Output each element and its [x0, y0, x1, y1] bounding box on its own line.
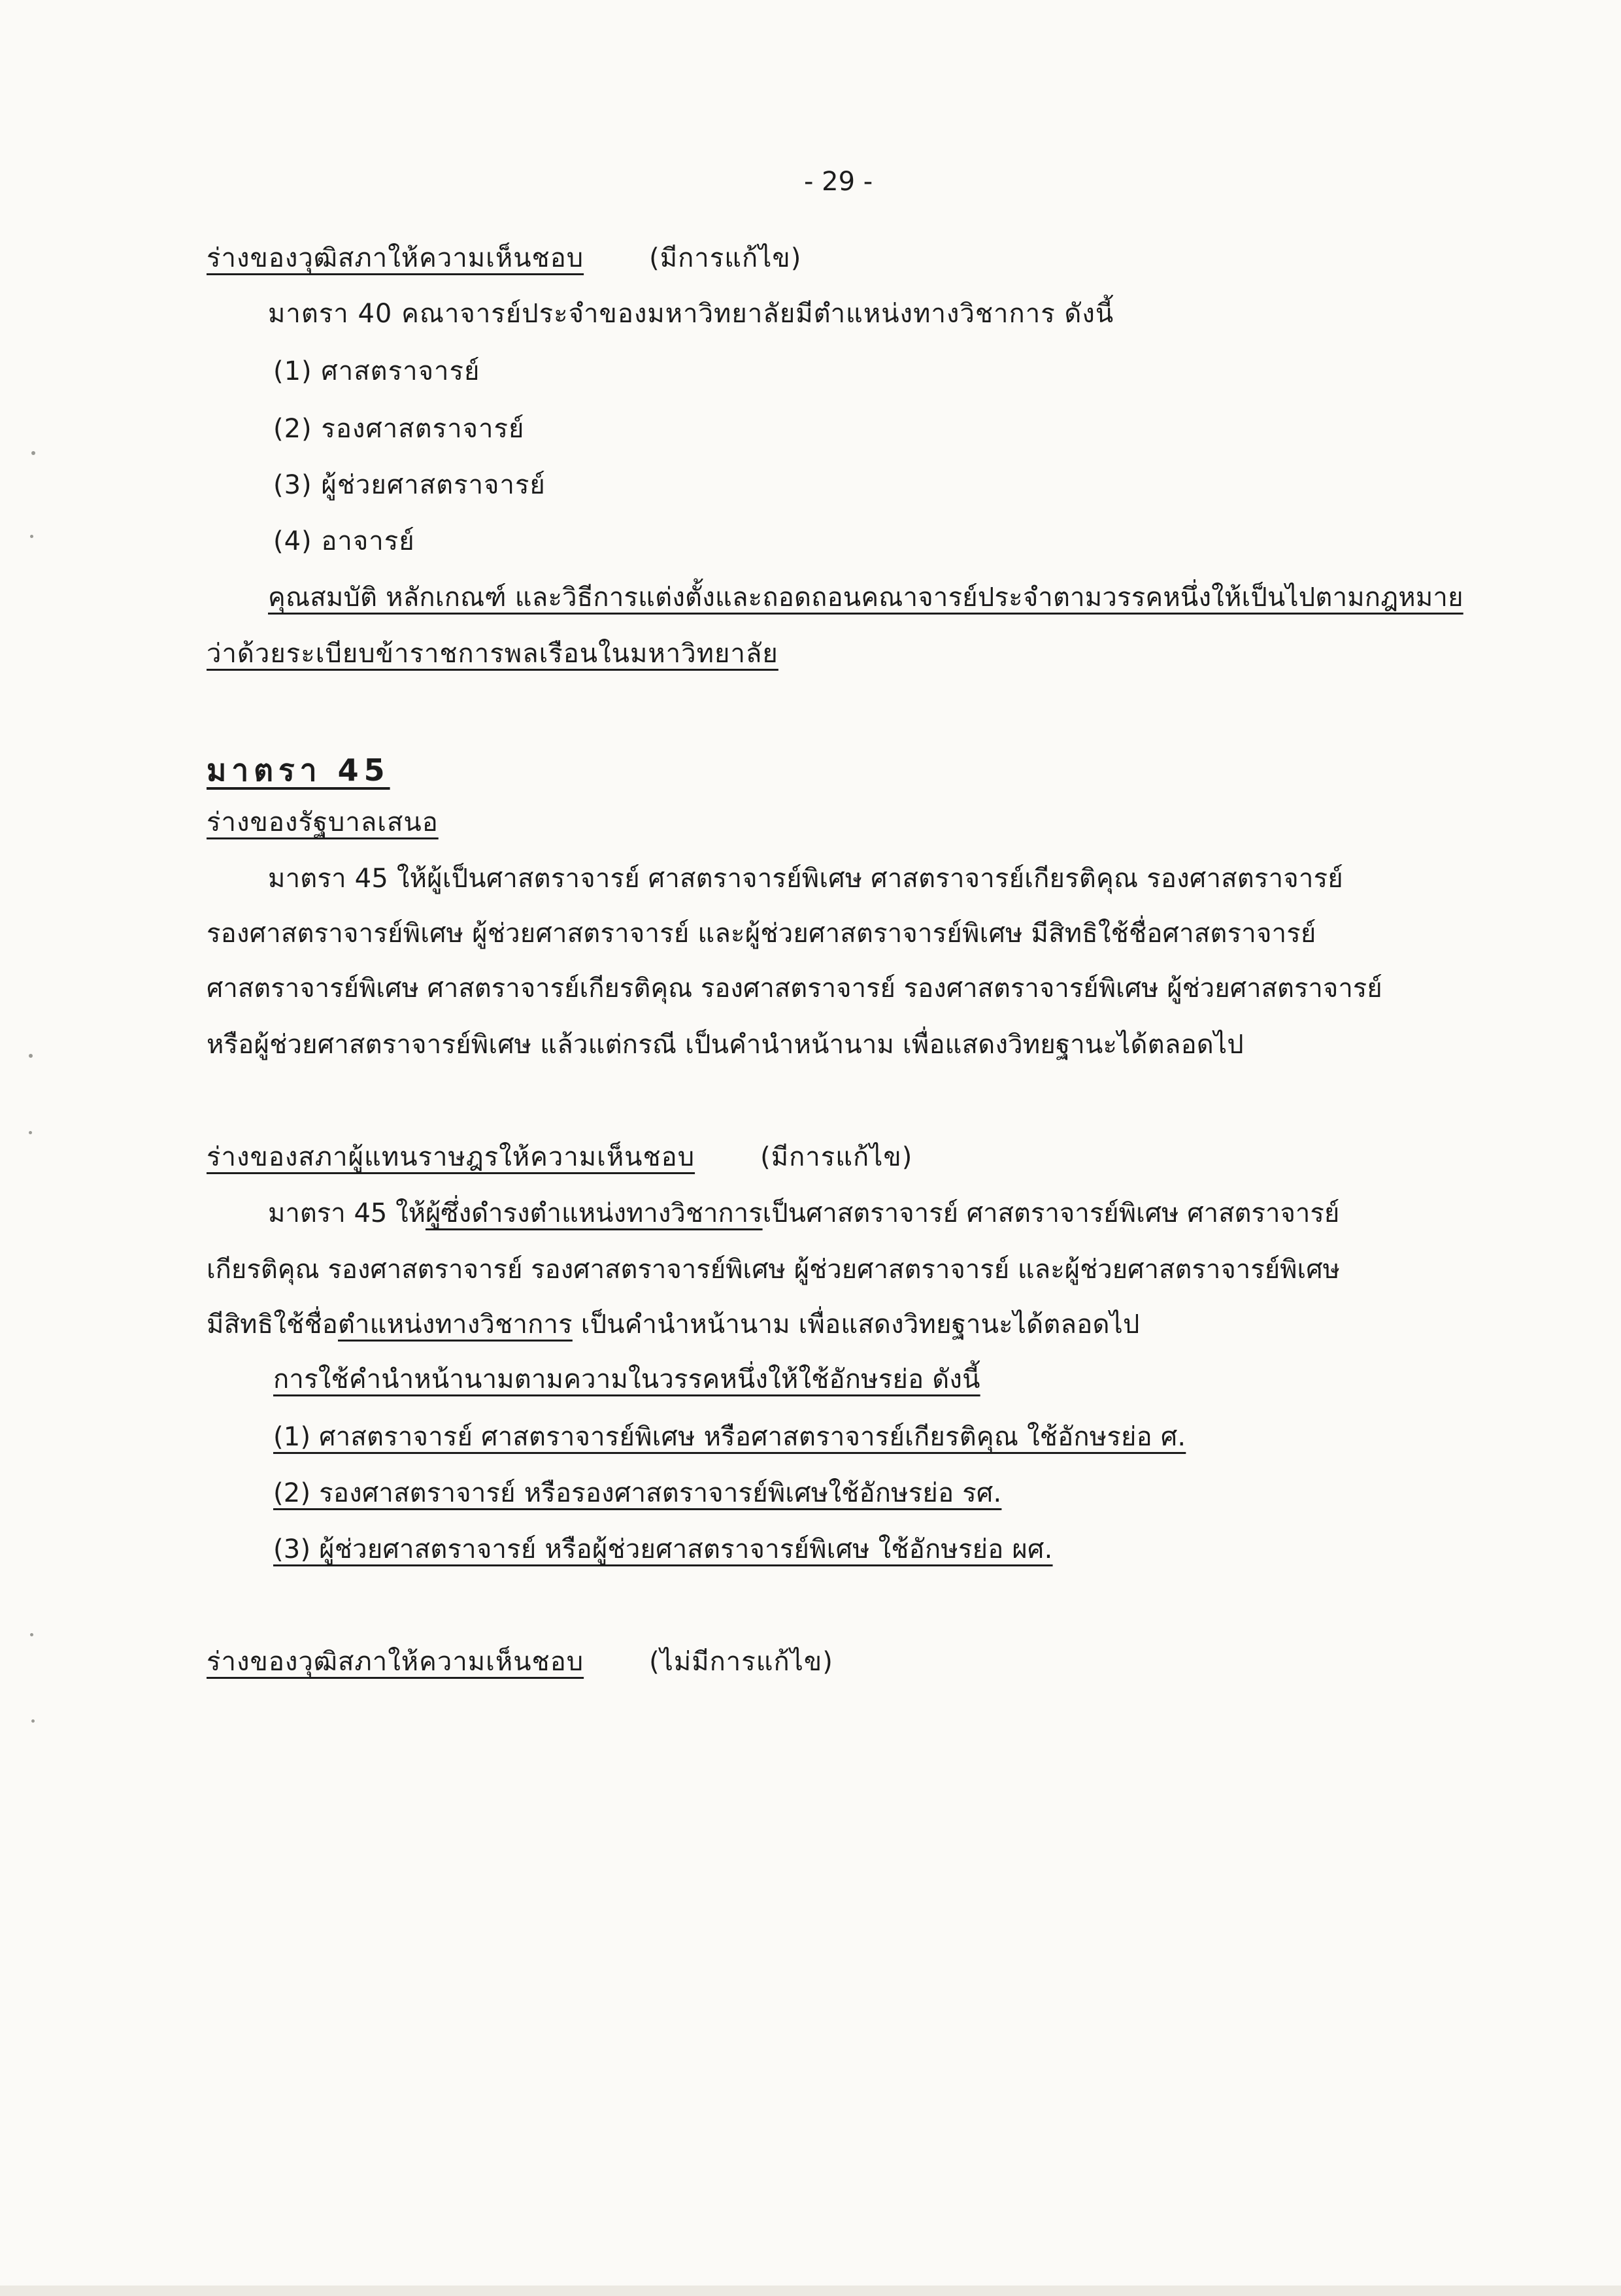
section-40-text: มาตรา 40 คณาจารย์ประจำของมหาวิทยาลัยมีตำแหน่งทางวิชาการ ดังนี้ [268, 299, 1114, 329]
paragraph-line: เกียรติคุณ รองศาสตราจารย์ รองศาสตราจารย์พิเศษ ผู้ช่วยศาสตราจารย์ และผู้ช่วยศาสตราจารย์พิเศษ [207, 1255, 1340, 1285]
section-heading: มาตรา 45 [207, 752, 390, 788]
scan-speck [31, 451, 35, 455]
scan-speck [30, 535, 33, 538]
text: มีสิทธิใช้ชื่อ [207, 1309, 339, 1340]
list-item: (1) ศาสตราจารย์ ศาสตราจารย์พิเศษ หรือศาสตราจารย์เกียรติคุณ ใช้อักษรย่อ ศ. [273, 1422, 1186, 1452]
list-item: (4) อาจารย์ [273, 526, 415, 556]
list-item: (3) ผู้ช่วยศาสตราจารย์ [273, 470, 546, 500]
amendment-note: (มีการแก้ไข) [649, 243, 802, 273]
text: เป็นศาสตราจารย์ ศาสตราจารย์พิเศษ ศาสตราจารย์ [762, 1198, 1340, 1228]
amendment-note: (มีการแก้ไข) [760, 1142, 913, 1172]
underlined-text: ตำแหน่งทางวิชาการ [338, 1309, 573, 1340]
list-item: (2) รองศาสตราจารย์ [273, 414, 525, 444]
amendment-note: (ไม่มีการแก้ไข) [649, 1647, 833, 1677]
heading-text: ร่างของวุฒิสภาให้ความเห็นชอบ [207, 243, 584, 273]
qualification-paragraph: คุณสมบัติ หลักเกณฑ์ และวิธีการแต่งตั้งและถอดถอนคณาจารย์ประจำตามวรรคหนึ่งให้เป็นไปตามกฎหมาย [268, 582, 1463, 613]
scan-edge [0, 2286, 1621, 2296]
list-item: (1) ศาสตราจารย์ [273, 356, 480, 386]
senate-draft-heading [207, 240, 801, 277]
scan-speck [29, 1054, 33, 1058]
list-item: (2) รองศาสตราจารย์ หรือรองศาสตราจารย์พิเศษใช้อักษรย่อ รศ. [273, 1478, 1002, 1508]
text: มาตรา 45 ให้ [268, 1198, 426, 1228]
paragraph-line: มาตรา 45 ให้ผู้เป็นศาสตราจารย์ ศาสตราจารย์พิเศษ ศาสตราจารย์เกียรติคุณ รองศาสตราจารย์ [268, 864, 1343, 894]
qualification-paragraph-cont: ว่าด้วยระเบียบข้าราชการพลเรือนในมหาวิทยาลัย [207, 639, 778, 669]
paragraph-line [207, 1306, 1140, 1343]
paragraph-line: ศาสตราจารย์พิเศษ ศาสตราจารย์เกียรติคุณ รองศาสตราจารย์ รองศาสตราจารย์พิเศษ ผู้ช่วยศาสตราจารย์ [207, 973, 1382, 1004]
scan-speck [30, 1633, 33, 1636]
abbreviation-intro: การใช้คำนำหน้านามตามความในวรรคหนึ่งให้ใช้อักษรย่อ ดังนี้ [273, 1364, 980, 1394]
paragraph-line [268, 1195, 1339, 1232]
scan-speck [29, 1131, 32, 1134]
senate-draft-heading [207, 1644, 833, 1680]
government-draft-heading: ร่างของรัฐบาลเสนอ [207, 807, 439, 837]
scan-speck [31, 1719, 35, 1723]
list-item: (3) ผู้ช่วยศาสตราจารย์ หรือผู้ช่วยศาสตราจารย์พิเศษ ใช้อักษรย่อ ผศ. [273, 1534, 1053, 1564]
text: เป็นคำนำหน้านาม เพื่อแสดงวิทยฐานะได้ตลอดไป [572, 1309, 1140, 1340]
paragraph-line: รองศาสตราจารย์พิเศษ ผู้ช่วยศาสตราจารย์ และผู้ช่วยศาสตราจารย์พิเศษ มีสิทธิใช้ชื่อศาสตราจารย์ [207, 919, 1316, 949]
heading-text: ร่างของสภาผู้แทนราษฎรให้ความเห็นชอบ [207, 1142, 695, 1172]
page-number: - 29 - [804, 167, 873, 197]
paragraph-line: หรือผู้ช่วยศาสตราจารย์พิเศษ แล้วแต่กรณี เป็นคำนำหน้านาม เพื่อแสดงวิทยฐานะได้ตลอดไป [207, 1030, 1244, 1060]
underlined-text: ผู้ซึ่งดำรงตำแหน่งทางวิชาการ [425, 1198, 763, 1228]
heading-text: ร่างของวุฒิสภาให้ความเห็นชอบ [207, 1647, 584, 1677]
house-draft-heading [207, 1139, 912, 1175]
